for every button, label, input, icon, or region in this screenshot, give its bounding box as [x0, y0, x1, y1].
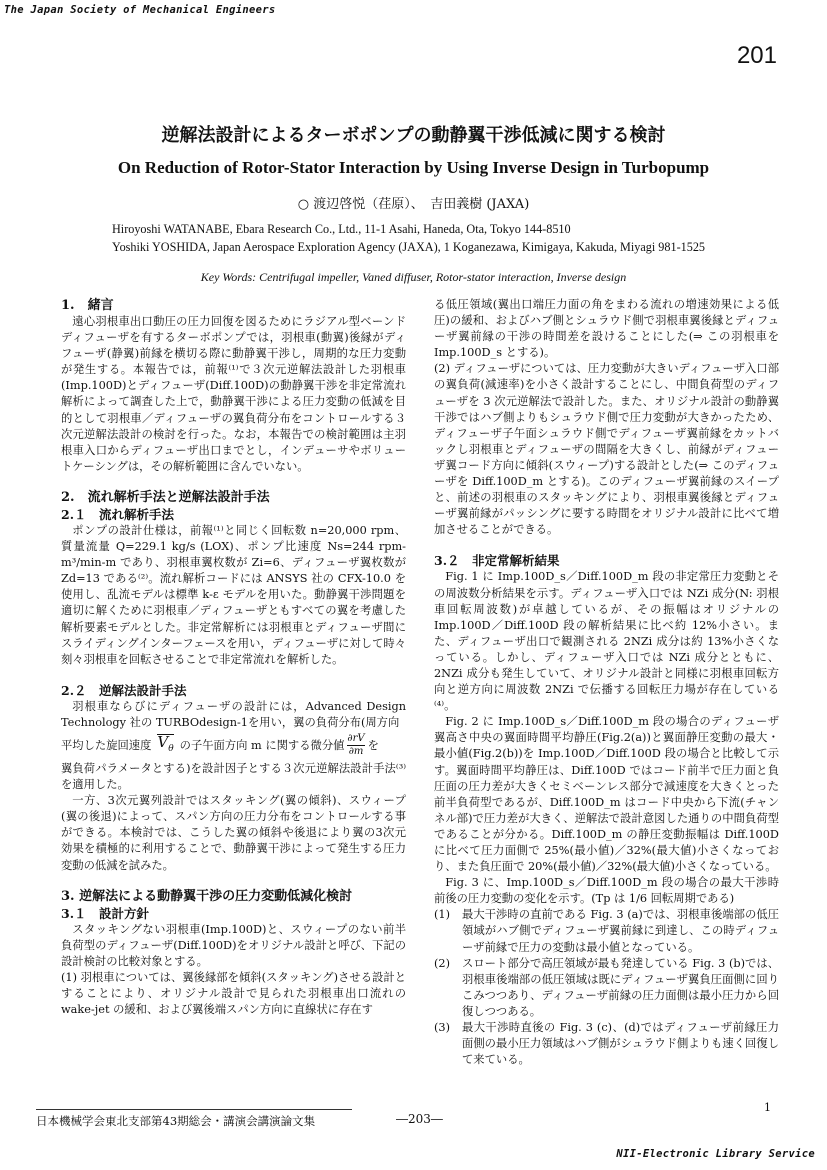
- footer-page-number: ―203―: [396, 1112, 443, 1126]
- list-item-number: (3): [434, 1021, 451, 1035]
- equation-lead-text: 平均した旋回速度: [61, 738, 152, 752]
- section-2-2-heading: 2.２ 逆解法設計手法: [61, 682, 187, 698]
- list-item: [434, 956, 779, 1020]
- equation-fraction: [347, 733, 364, 758]
- affiliation-1: Hiroyoshi WATANABE, Ebara Research Co., Ltd., 11-1 Asahi, Haneda, Ota, Tokyo 144-8510: [112, 222, 571, 236]
- proceedings-footer: 日本機械学会東北支部第43期総会・講演会講演論文集: [36, 1114, 316, 1128]
- section-3-1-heading: 3.１ 設計方針: [61, 905, 150, 921]
- continued-paragraph-2: (2) ディフューザについては、圧力変動が大きいディフューザ入口部の翼負荷(減速率)を小さく設計することにし、中間負荷型のディフューザを 3 次元逆解法で設計した。また、オリジナル設計の動静翼干渉ではハブ側よりもシュラウド側で圧力変動が大きかったため、ディフューザ子午面シュラウド側でディフューザ翼前縁をカットバックし羽根車とディフューザの間隔を大きくし、前縁がディフューザ翼コード方向に傾斜(スウィープ)する設計とした(⇒ このディフューザを Diff.100D_m とする)。このディフューザ翼前縁のスイープと、前述の羽根車のスタッキングにより、羽根車翼後縁とディフューザ翼前縁がパッシングに要する時間をオリジナル設計に比べて増加させることができる。: [434, 362, 779, 537]
- library-service-footer: NII-Electronic Library Service: [616, 1148, 815, 1160]
- list-item-number: (2): [434, 956, 451, 970]
- section-2-heading: 2. 流れ解析手法と逆解法設計手法: [61, 489, 270, 505]
- list-item-text: 最大干渉時の直前である Fig. 3 (a)では、羽根車後端部の低圧領域がハブ側でディフューザ翼前縁に到達し、この時ディフューザ前縁で圧力の変動は最小値となっている。: [462, 908, 779, 954]
- equation-mid-text: の子午面方向 m に関する微分値: [179, 738, 345, 752]
- right-column: [434, 297, 779, 1068]
- list-item: [434, 907, 779, 955]
- section-3-2-paragraph-3: Fig. 3 に、Imp.100D_s／Diff.100D_m 段の場合の最大干渉時前後の圧力変動の変化を示す。(Tp は 1/6 回転周期である): [434, 876, 779, 906]
- authors-ja: ○ 渡辺啓悦（荏原）、 吉田義樹 (JAXA): [297, 197, 530, 212]
- paper-title-en: On Reduction of Rotor-Stator Interaction by Using Inverse Design in Turbopump: [117, 158, 710, 177]
- left-column: [61, 297, 406, 1018]
- section-3-1-paragraph-1: スタッキングない羽根車(Imp.100D)と、スウィープのない前半負荷型のディフューザ(Diff.100D)をオリジナル設計と呼び、下記の設計検討の比較対象とする。: [61, 922, 406, 968]
- page-number: 201: [736, 42, 777, 69]
- list-item-text: 最大干渉時直後の Fig. 3 (c)、(d)ではディフューザ前縁圧力面側の最小圧力領域はハブ側がシュラウド側よりも速く回復して来ている。: [462, 1021, 779, 1067]
- section-2-2-paragraph-2: 翼負荷パラメータとする)を設計因子とする３次元逆解法設計手法⁽³⁾を適用した。: [61, 761, 406, 792]
- fraction-denominator: ∂m: [348, 746, 364, 758]
- section-3-2-paragraph-2: Fig. 2 に Imp.100D_s／Diff.100D_m 段の場合のディフューザ翼高さ中央の翼面時間平均静圧(Fig.2(a))と翼面静圧変動の最大・最小値(Fig.2(b))を Imp.100D／Diff.100D 段の場合と比較して示す。翼面時間平均静圧は、Diff.100D ではコード前半で圧力面と負圧面の圧力差が大きくセミベーンレス部分で減速度を大きくとった前半負荷型であるが、Diff.100D_m はコード中央から下流(チャンネル部)で圧力差が大きく、逆解法で設計意図した通りの中間負荷型であることが分かる。Diff.100D_m の静圧変動振幅は Diff.100D に比べて圧力面側で 25%(最小値)／32%(最大値)小さくなっており、また負圧面で 20%(最小値)／32%(最大値)小さくなっている。: [434, 715, 779, 874]
- list-item-text: スロート部分で高圧領域が最も発達している Fig. 3 (b)では、羽根車後端部の低圧領域は既にディフューザ翼負圧面側に回りこみつつあり、ディフューザ前縁の圧力面側は最小圧力から回復しつつある。: [462, 956, 779, 1018]
- section-2-1-paragraph: ポンプの設計仕様は，前報⁽¹⁾と同じく回転数 n=20,000 rpm、質量流量 Q=229.1 kg/s (LOX)、ポンプ比速度 Ns=244 rpm-m³/min-m であり、羽根車翼枚数が Zi=6、ディフューザ翼枚数が Zd=13 である⁽²⁾。流れ解析コードには ANSYS 社の CFX-10.0 を使用し、乱流モデルは標準 k-ε モデルを用いた。動静翼干渉問題を適切に解くために羽根車／ディフューザともすべての翼を考慮した解析要素モデルとした。非定常解析には羽根車とディフューザ間にスライディングインターフェースを用い，ディフューザに対して時々刻々羽根車を回転させることで非定常流れを解析した。: [61, 523, 406, 666]
- affiliation-2: Yoshiki YOSHIDA, Japan Aerospace Exploration Agency (JAXA), 1 Koganezawa, Kimigaya, Kakuda, Miyagi 981-1525: [112, 240, 706, 254]
- list-item: [434, 1020, 779, 1068]
- section-3-heading: 3. 逆解法による動静翼干渉の圧力変動低減化検討: [61, 888, 353, 904]
- section-2-2-paragraph-1: 羽根車ならびにディフューザの設計には，Advanced Design Technology 社の TURBOdesign-1を用い，翼の負荷分布(周方向: [61, 699, 406, 729]
- fraction-numerator: ∂rV: [347, 733, 365, 745]
- corner-number: 1: [764, 1101, 771, 1114]
- society-header: The Japan Society of Mechanical Engineers: [4, 4, 276, 16]
- continued-paragraph-1: る低圧領域(翼出口端圧力面の角をまわる流れの増速効果による低圧)の緩和、およびハブ側とシュラウド側で羽根車翼後縁とディフューザ翼前縁の干渉の時間差を設けることにした(⇒ この羽根車を Imp.100D_s とする)。: [434, 298, 779, 360]
- equation-line: [61, 731, 406, 761]
- keywords: Key Words: Centrifugal impeller, Vaned diffuser, Rotor-stator interaction, Inverse design: [200, 270, 627, 284]
- section-1-heading: 1. 緒言: [61, 298, 114, 313]
- footer-rule: [36, 1109, 352, 1110]
- section-3-2-heading: 3.２ 非定常解析結果: [434, 553, 560, 569]
- section-1-paragraph: 遠心羽根車出口動圧の圧力回復を図るためにラジアル型ベーンドディフューザを有するターボポンプでは，羽根車(動翼)後縁がディフューザ(静翼)前縁を横切る際に動静翼干渉し，周期的な圧力変動が発生する。本報告では，前報⁽¹⁾で３次元逆解法設計した羽根車(Imp.100D)とディフューザ(Diff.100D)の動静翼干渉を非定常流れ解析によって調査した上で，動静翼干渉による圧力変動の低減を目的として羽根車／ディフューザの翼負荷分布をコントロールする３次元逆解法設計の検討を行った。なお，本報告での検討範囲は主羽根車入口からディフューザ出口までとし，インデューサやボリュートケーシングは，その解析範囲に含んでいない。: [61, 315, 406, 473]
- section-2-1-heading: 2.１ 流れ解析手法: [61, 506, 175, 522]
- section-3-1-paragraph-2: (1) 羽根車については、翼後縁部を傾斜(スタッキング)させる設計とすることにより、オリジナル設計で見られた羽根車出口流れの wake-jet の緩和、および翼後端スパン方向に直線状に存在す: [61, 970, 406, 1017]
- section-3-2-paragraph-1: Fig. 1 に Imp.100D_s／Diff.100D_m 段の非定常圧力変動とその周波数分析結果を示す。ディフューザ入口では NZi 成分(N: 羽根車回転周波数)が卓越しているが、その振幅はオリジナルの Imp.100D／Diff.100D 段の解析結果に比べ約 12%小さい。また、ディフューザ出口で観測される 2NZi 成分は約 13%小さくなっている。しかし、ディフューザ入口では NZi 成分とともに、2NZi 成分も発生していて、オリジナル設計と同様に羽根車回転方向と逆方向に周波数 2NZi で伝播する回転圧力場が存在している⁽⁴⁾。: [434, 570, 779, 713]
- equation-symbol-v-theta: $V_\theta$: [157, 734, 173, 757]
- list-item-number: (1): [434, 908, 451, 922]
- paper-title-ja: 逆解法設計によるターボポンプの動静翼干渉低減に関する検討: [161, 125, 666, 146]
- section-2-2-paragraph-3: 一方、3次元翼列設計ではスタッキング(翼の傾斜)、スウィープ(翼の後退)によって、スパン方向の圧力分布をコントロールする事ができる。本検討では、こうした翼の傾斜や後退により翼の3次元効果を積極的に利用することで、動静翼干渉によって発生する圧力変動の低減を試みた。: [61, 794, 406, 872]
- equation-trail-text: を: [367, 738, 379, 752]
